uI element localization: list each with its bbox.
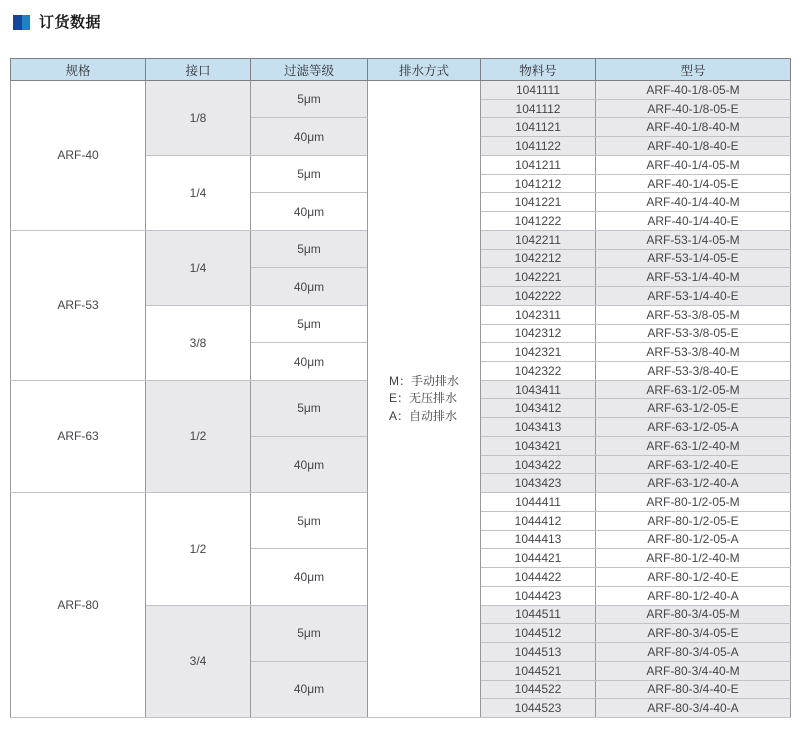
model-cell: ARF-40-1/8-05-E (596, 99, 791, 118)
model-cell: ARF-53-1/4-05-E (596, 249, 791, 268)
model-cell: ARF-63-1/2-05-E (596, 399, 791, 418)
drain-methods (389, 373, 459, 426)
material-number-cell: 1044522 (481, 680, 596, 699)
material-number-cell: 1044413 (481, 530, 596, 549)
section-title-icon (13, 15, 30, 30)
filter-grade-cell: 40μm (251, 118, 368, 155)
filter-grade-cell: 5μm (251, 493, 368, 549)
model-cell: ARF-53-3/8-05-E (596, 324, 791, 343)
filter-grade-cell: 40μm (251, 436, 368, 492)
model-cell: ARF-80-1/2-05-M (596, 493, 791, 512)
material-number-cell: 1044421 (481, 549, 596, 568)
material-number-cell: 1041111 (481, 81, 596, 100)
model-cell: ARF-80-1/2-05-E (596, 511, 791, 530)
model-cell: ARF-80-1/2-40-E (596, 568, 791, 587)
port-cell: 3/4 (146, 605, 251, 717)
model-cell: ARF-53-1/4-40-E (596, 287, 791, 306)
material-number-cell: 1042221 (481, 268, 596, 287)
drain-method-line: A：自动排水 (389, 408, 458, 423)
port-cell: 1/2 (146, 380, 251, 492)
model-cell: ARF-53-3/8-05-M (596, 305, 791, 324)
model-cell: ARF-40-1/8-05-M (596, 81, 791, 100)
filter-grade-cell: 5μm (251, 230, 368, 267)
port-cell: 1/2 (146, 493, 251, 605)
material-number-cell: 1042311 (481, 305, 596, 324)
material-number-cell: 1041222 (481, 212, 596, 231)
material-number-cell: 1043411 (481, 380, 596, 399)
model-cell: ARF-80-3/4-40-M (596, 661, 791, 680)
model-cell: ARF-80-1/2-40-M (596, 549, 791, 568)
drain-method-cell (368, 81, 481, 718)
material-number-cell: 1041122 (481, 137, 596, 156)
material-number-cell: 1042322 (481, 362, 596, 381)
order-table (10, 58, 791, 718)
material-number-cell: 1044422 (481, 568, 596, 587)
model-cell: ARF-40-1/4-40-M (596, 193, 791, 212)
model-cell: ARF-63-1/2-40-M (596, 436, 791, 455)
column-header-5: 物料号 (481, 59, 596, 81)
filter-grade-cell: 40μm (251, 193, 368, 230)
material-number-cell: 1044511 (481, 605, 596, 624)
model-cell: ARF-53-1/4-05-M (596, 230, 791, 249)
model-cell: ARF-63-1/2-05-A (596, 418, 791, 437)
column-header-6: 型号 (596, 59, 791, 81)
model-cell: ARF-63-1/2-40-A (596, 474, 791, 493)
material-number-cell: 1043412 (481, 399, 596, 418)
model-cell: ARF-80-1/2-05-A (596, 530, 791, 549)
column-header-4: 排水方式 (368, 59, 481, 81)
model-cell: ARF-40-1/4-40-E (596, 212, 791, 231)
filter-grade-cell: 5μm (251, 81, 368, 118)
section-title (13, 15, 101, 30)
port-cell: 1/8 (146, 81, 251, 156)
material-number-cell: 1042211 (481, 230, 596, 249)
model-cell: ARF-63-1/2-40-E (596, 455, 791, 474)
material-number-cell: 1044513 (481, 643, 596, 662)
model-cell: ARF-80-3/4-05-A (596, 643, 791, 662)
order-table-body (11, 81, 791, 718)
model-cell: ARF-53-3/8-40-E (596, 362, 791, 381)
material-number-cell: 1042312 (481, 324, 596, 343)
material-number-cell: 1043422 (481, 455, 596, 474)
material-number-cell: 1042321 (481, 343, 596, 362)
filter-grade-cell: 40μm (251, 343, 368, 380)
material-number-cell: 1044412 (481, 511, 596, 530)
port-cell: 1/4 (146, 230, 251, 305)
material-number-cell: 1044423 (481, 586, 596, 605)
model-cell: ARF-40-1/8-40-M (596, 118, 791, 137)
material-number-cell: 1043423 (481, 474, 596, 493)
title-icon-dark-square (13, 15, 22, 30)
filter-grade-cell: 5μm (251, 605, 368, 661)
model-cell: ARF-40-1/8-40-E (596, 137, 791, 156)
material-number-cell: 1042222 (481, 287, 596, 306)
model-cell: ARF-63-1/2-05-M (596, 380, 791, 399)
model-cell: ARF-80-3/4-40-A (596, 699, 791, 718)
drain-method-line: M：手动排水 (389, 373, 459, 388)
section-title-text: 订货数据 (39, 14, 102, 31)
drain-method-line: E：无压排水 (389, 391, 458, 406)
column-header-3: 过滤等级 (251, 59, 368, 81)
material-number-cell: 1042212 (481, 249, 596, 268)
material-number-cell: 1044523 (481, 699, 596, 718)
filter-grade-cell: 5μm (251, 305, 368, 342)
model-cell: ARF-53-3/8-40-M (596, 343, 791, 362)
port-cell: 3/8 (146, 305, 251, 380)
model-cell: ARF-80-3/4-05-M (596, 605, 791, 624)
spec-cell: ARF-40 (11, 81, 146, 231)
material-number-cell: 1041211 (481, 155, 596, 174)
header-row (11, 59, 791, 81)
filter-grade-cell: 5μm (251, 380, 368, 436)
model-cell: ARF-80-3/4-40-E (596, 680, 791, 699)
spec-cell: ARF-80 (11, 493, 146, 718)
table-row (11, 81, 791, 100)
material-number-cell: 1044411 (481, 493, 596, 512)
model-cell: ARF-40-1/4-05-E (596, 174, 791, 193)
model-cell: ARF-40-1/4-05-M (596, 155, 791, 174)
model-cell: ARF-80-3/4-05-E (596, 624, 791, 643)
title-icon-light-square (22, 15, 30, 30)
port-cell: 1/4 (146, 155, 251, 230)
material-number-cell: 1041221 (481, 193, 596, 212)
material-number-cell: 1041112 (481, 99, 596, 118)
material-number-cell: 1043421 (481, 436, 596, 455)
material-number-cell: 1043413 (481, 418, 596, 437)
column-header-2: 接口 (146, 59, 251, 81)
filter-grade-cell: 40μm (251, 661, 368, 717)
model-cell: ARF-53-1/4-40-M (596, 268, 791, 287)
filter-grade-cell: 40μm (251, 549, 368, 605)
spec-cell: ARF-63 (11, 380, 146, 492)
material-number-cell: 1044512 (481, 624, 596, 643)
material-number-cell: 1044521 (481, 661, 596, 680)
spec-cell: ARF-53 (11, 230, 146, 380)
filter-grade-cell: 40μm (251, 268, 368, 305)
column-header-1: 规格 (11, 59, 146, 81)
model-cell: ARF-80-1/2-40-A (596, 586, 791, 605)
material-number-cell: 1041212 (481, 174, 596, 193)
filter-grade-cell: 5μm (251, 155, 368, 192)
material-number-cell: 1041121 (481, 118, 596, 137)
